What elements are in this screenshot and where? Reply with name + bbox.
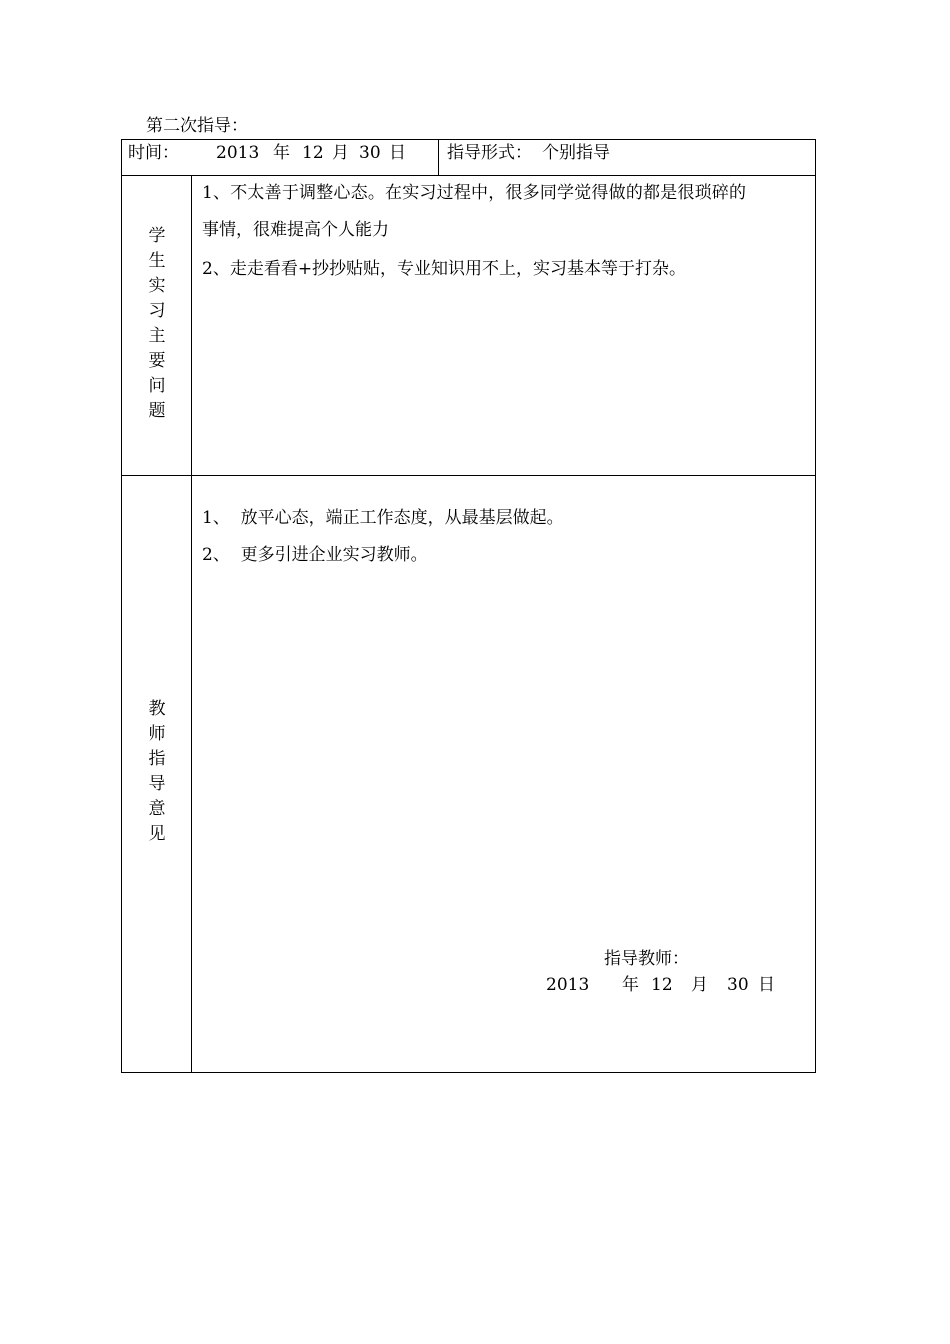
teacher-opinion-label [142,697,172,847]
time-month: 12 [302,143,324,163]
signature-year-unit: 年 [622,975,639,995]
student-problems-label [142,224,172,424]
row-divider-1 [122,175,815,176]
time-month-unit: 月 [332,143,349,163]
form-type-value: 个别指导 [542,143,610,163]
label-char: 教 [148,699,166,719]
label-char: 问 [148,376,166,396]
label-char: 意 [148,799,166,819]
guidance-form [121,139,816,1073]
row-divider-2 [122,475,815,476]
time-year: 2013 [216,143,260,163]
signature-day: 30 [727,975,749,995]
time-day: 30 [359,143,381,163]
label-char: 见 [148,824,166,844]
student-problem-line-1: 1、不太善于调整心态。在实习过程中，很多同学觉得做的都是很琐碎的 [202,183,747,203]
time-label: 时间： [128,143,179,163]
form-type-label: 指导形式： [447,143,532,163]
label-char: 指 [148,749,166,769]
header-column-divider [438,140,439,175]
time-year-unit: 年 [273,143,290,163]
page-heading: 第二次指导： [146,116,248,136]
label-char: 题 [148,401,166,421]
label-char: 生 [148,251,166,271]
label-char: 实 [148,276,166,296]
signature-year: 2013 [546,975,590,995]
teacher-opinion-line-1: 1、 放平心态，端正工作态度，从最基层做起。 [202,508,564,528]
signature-day-unit: 日 [758,975,775,995]
time-day-unit: 日 [389,143,406,163]
label-char: 习 [148,301,166,321]
label-column-divider [191,175,192,1073]
label-char: 导 [148,774,166,794]
student-problem-line-3: 2、走走看看+抄抄贴贴，专业知识用不上，实习基本等于打杂。 [202,259,687,279]
teacher-opinion-line-2: 2、 更多引进企业实习教师。 [202,545,428,565]
signature-month: 12 [651,975,673,995]
label-char: 师 [148,724,166,744]
label-char: 要 [148,351,166,371]
signature-month-unit: 月 [691,975,708,995]
signature-label: 指导教师： [604,949,689,969]
label-char: 主 [148,326,166,346]
label-char: 学 [148,226,166,246]
student-problem-line-2: 事情，很难提高个人能力 [202,220,389,240]
